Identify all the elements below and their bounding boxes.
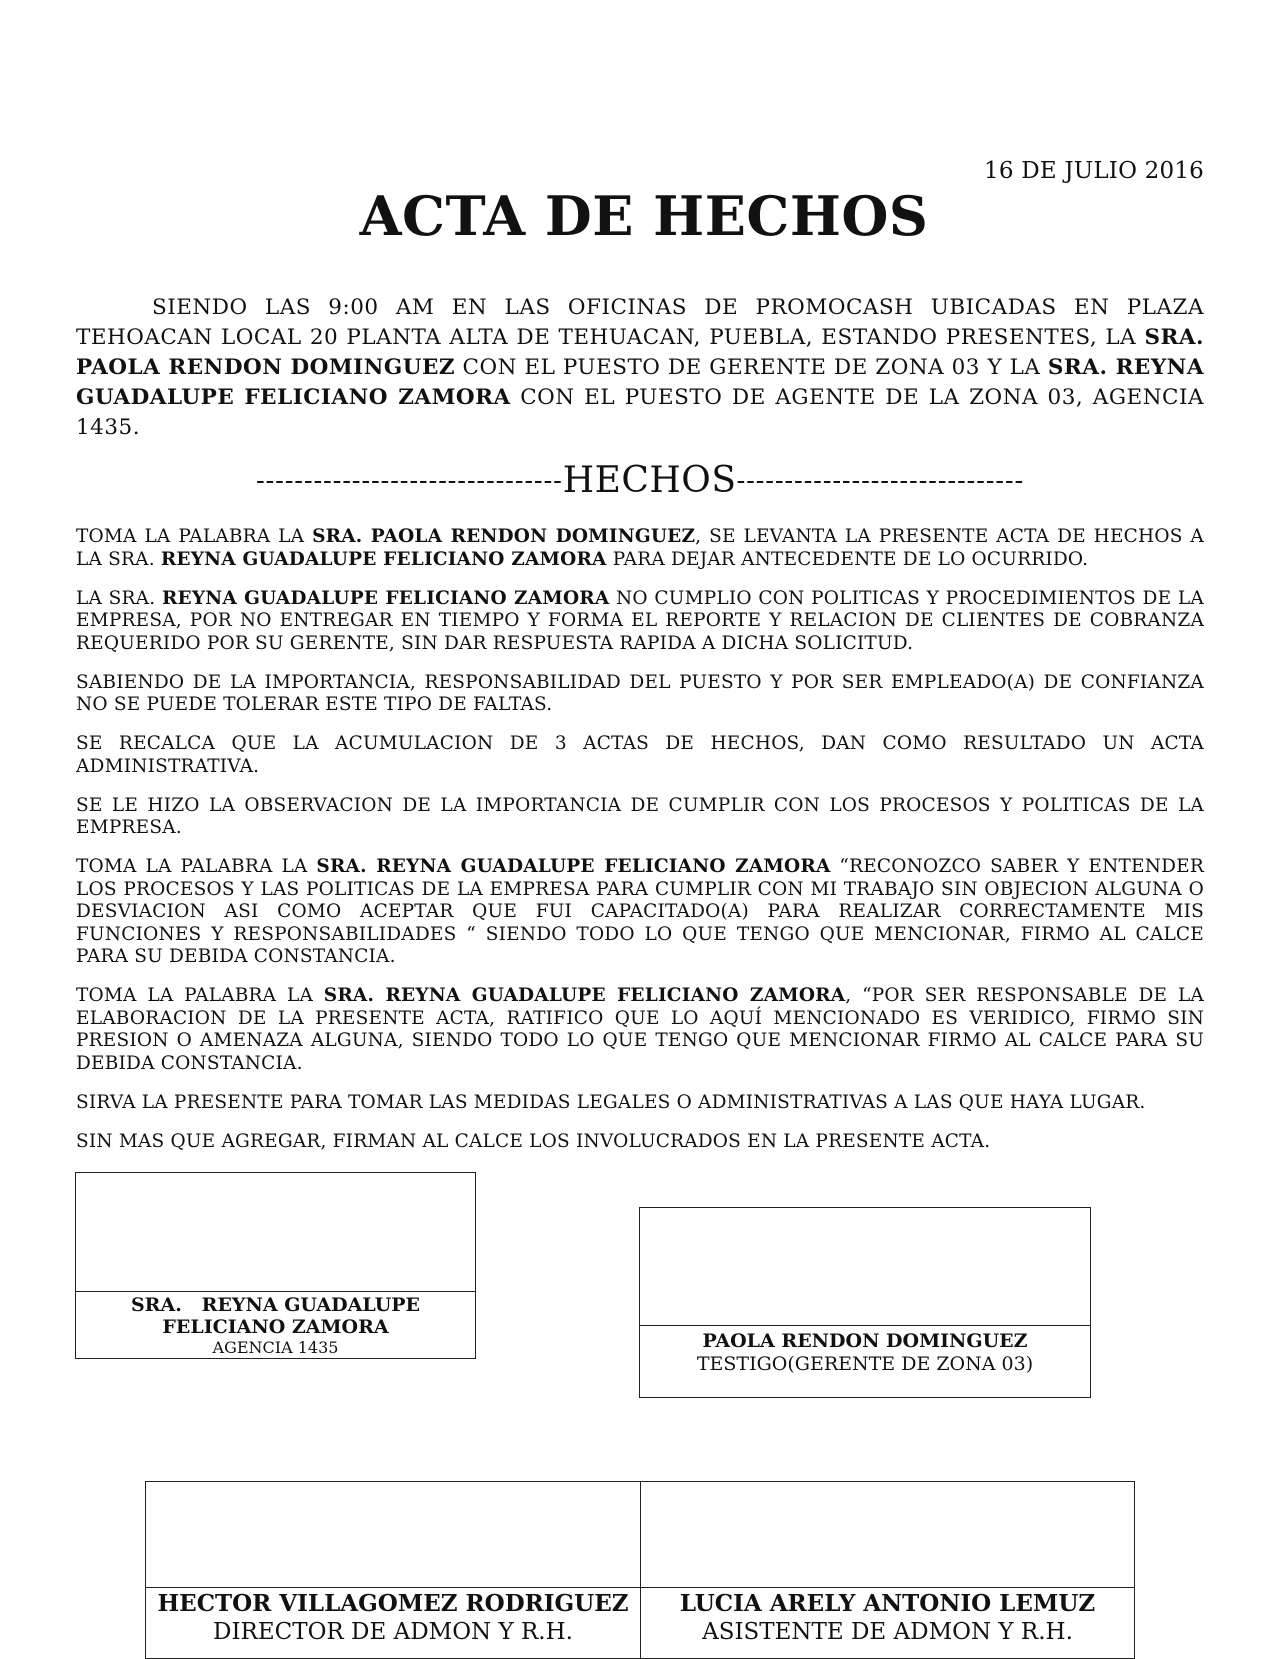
signature-caption bbox=[640, 1326, 1090, 1376]
signature-area bbox=[76, 1173, 475, 1292]
signer-name: HECTOR VILLAGOMEZ RODRIGUEZ bbox=[157, 1590, 629, 1617]
fact-name: REYNA GUADALUPE FELICIANO ZAMORA bbox=[161, 587, 610, 609]
fact-paragraph-2 bbox=[76, 588, 1204, 656]
fact-paragraph-1 bbox=[76, 526, 1204, 571]
hechos-heading bbox=[0, 460, 1280, 501]
fact-name: REYNA GUADALUPE FELICIANO ZAMORA bbox=[160, 548, 607, 570]
fact-text: “RECONOZCO SABER Y ENTENDER LOS PROCESOS Y LAS POLITICAS DE LA EMPRESA PARA CUMPLIR CON MI TRABAJO SIN OBJECION ALGUNA O DESVIACION ASI COMO ACEPTAR QUE FUI CAPACITADO(A) PARA REALIZAR CORRECTAMENTE MIS FUNCIONES Y RESPONSABILIDADES “ SIENDO TODO LO QUE TENGO QUE MENCIONAR, FIRMO AL CALCE PARA SU DEBIDA CONSTANCIA. bbox=[76, 856, 1205, 967]
fact-text: TOMA LA PALABRA LA bbox=[76, 985, 324, 1006]
intro-name-agent: SRA. REYNA GUADALUPE FELICIANO ZAMORA bbox=[76, 355, 1205, 410]
signer-name-line1: SRA. REYNA GUADALUPE bbox=[130, 1294, 421, 1316]
intro-text: CON EL PUESTO DE GERENTE DE ZONA 03 Y LA bbox=[455, 355, 1048, 380]
fact-text: LA SRA. bbox=[76, 587, 162, 609]
fact-text: , SE LEVANTA LA PRESENTE ACTA DE HECHOS A LA SRA. bbox=[76, 526, 1204, 570]
intro-text: CON EL PUESTO DE AGENTE DE LA ZONA 03, AGENCIA 1435. bbox=[76, 385, 1204, 440]
facts-body bbox=[76, 526, 1204, 1170]
fact-text: TOMA LA PALABRA LA bbox=[76, 526, 313, 547]
signature-cell-director bbox=[146, 1482, 640, 1658]
document-date: 16 DE JULIO 2016 bbox=[984, 158, 1204, 184]
signature-table-admin bbox=[145, 1481, 1135, 1659]
signer-role: ASISTENTE DE ADMON Y R.H. bbox=[702, 1619, 1073, 1645]
fact-name: SRA. REYNA GUADALUPE FELICIANO ZAMORA bbox=[316, 856, 831, 877]
fact-paragraph-7 bbox=[76, 985, 1204, 1075]
signature-caption bbox=[76, 1292, 475, 1358]
fact-paragraph-4: SE RECALCA QUE LA ACUMULACION DE 3 ACTAS DE HECHOS, DAN COMO RESULTADO UN ACTA ADMINISTRATIVA. bbox=[76, 733, 1204, 777]
fact-text: TOMA LA PALABRA LA bbox=[76, 856, 317, 877]
signature-box-agent bbox=[75, 1172, 476, 1359]
fact-name: SRA. PAOLA RENDON DOMINGUEZ bbox=[312, 526, 696, 547]
signature-box-witness bbox=[639, 1207, 1091, 1398]
signer-role: TESTIGO(GERENTE DE ZONA 03) bbox=[696, 1353, 1034, 1375]
signature-area bbox=[640, 1208, 1090, 1326]
document-title: ACTA DE HECHOS bbox=[359, 184, 929, 248]
signature-area bbox=[641, 1482, 1134, 1588]
signature-caption bbox=[641, 1588, 1134, 1646]
heading-dashes-right: ------------------------------ bbox=[736, 466, 1025, 496]
signer-name-line2: FELICIANO ZAMORA bbox=[162, 1316, 389, 1338]
fact-text: , “POR SER RESPONSABLE DE LA ELABORACION DE LA PRESENTE ACTA, RATIFICO QUE LO AQUÍ MENCIONADO ES VERIDICO, FIRMO SIN PRESION O AMENAZA ALGUNA, SIENDO TODO LO QUE TENGO QUE MENCIONAR FIRMO AL CALCE PARA SU DEBIDA CONSTANCIA. bbox=[76, 985, 1204, 1074]
fact-text: NO CUMPLIO CON POLITICAS Y PROCEDIMIENTOS DE LA EMPRESA, POR NO ENTREGAR EN TIEMPO Y FORMA EL REPORTE Y RELACION DE CLIENTES DE COBRANZA REQUERIDO POR SU GERENTE, SIN DAR RESPUESTA RAPIDA A DICHA SOLICITUD. bbox=[76, 587, 1204, 654]
intro-text: SIENDO LAS 9:00 AM EN LAS OFICINAS DE PROMOCASH UBICADAS EN PLAZA TEHOACAN LOCAL 20 PLANTA ALTA DE TEHUACAN, PUEBLA, ESTANDO PRESENTES, LA bbox=[76, 295, 1204, 350]
heading-dashes-left: -------------------------------- bbox=[255, 466, 563, 496]
intro-name-manager: SRA. PAOLA RENDON DOMINGUEZ bbox=[76, 325, 1204, 380]
fact-paragraph-3: SABIENDO DE LA IMPORTANCIA, RESPONSABILIDAD DEL PUESTO Y POR SER EMPLEADO(A) DE CONFIANZA NO SE PUEDE TOLERAR ESTE TIPO DE FALTAS. bbox=[76, 671, 1204, 715]
heading-label: HECHOS bbox=[562, 460, 737, 501]
fact-paragraph-5: SE LE HIZO LA OBSERVACION DE LA IMPORTANCIA DE CUMPLIR CON LOS PROCESOS Y POLITICAS DE LA EMPRESA. bbox=[76, 794, 1204, 838]
signer-name: PAOLA RENDON DOMINGUEZ bbox=[702, 1330, 1028, 1352]
signature-caption bbox=[146, 1588, 640, 1646]
signer-role: AGENCIA 1435 bbox=[212, 1338, 339, 1357]
fact-name: SRA. REYNA GUADALUPE FELICIANO ZAMORA bbox=[323, 985, 846, 1006]
signer-name: LUCIA ARELY ANTONIO LEMUZ bbox=[679, 1590, 1096, 1617]
signature-cell-assistant bbox=[640, 1482, 1134, 1658]
signer-role: DIRECTOR DE ADMON Y R.H. bbox=[213, 1619, 573, 1645]
signature-area bbox=[146, 1482, 640, 1588]
fact-paragraph-9: SIN MAS QUE AGREGAR, FIRMAN AL CALCE LOS INVOLUCRADOS EN LA PRESENTE ACTA. bbox=[76, 1130, 991, 1152]
fact-paragraph-8: SIRVA LA PRESENTE PARA TOMAR LAS MEDIDAS LEGALES O ADMINISTRATIVAS A LAS QUE HAYA LUGAR. bbox=[76, 1091, 1146, 1113]
intro-paragraph bbox=[76, 293, 1204, 443]
fact-text: PARA DEJAR ANTECEDENTE DE LO OCURRIDO. bbox=[606, 548, 1089, 570]
fact-paragraph-6 bbox=[76, 856, 1204, 969]
